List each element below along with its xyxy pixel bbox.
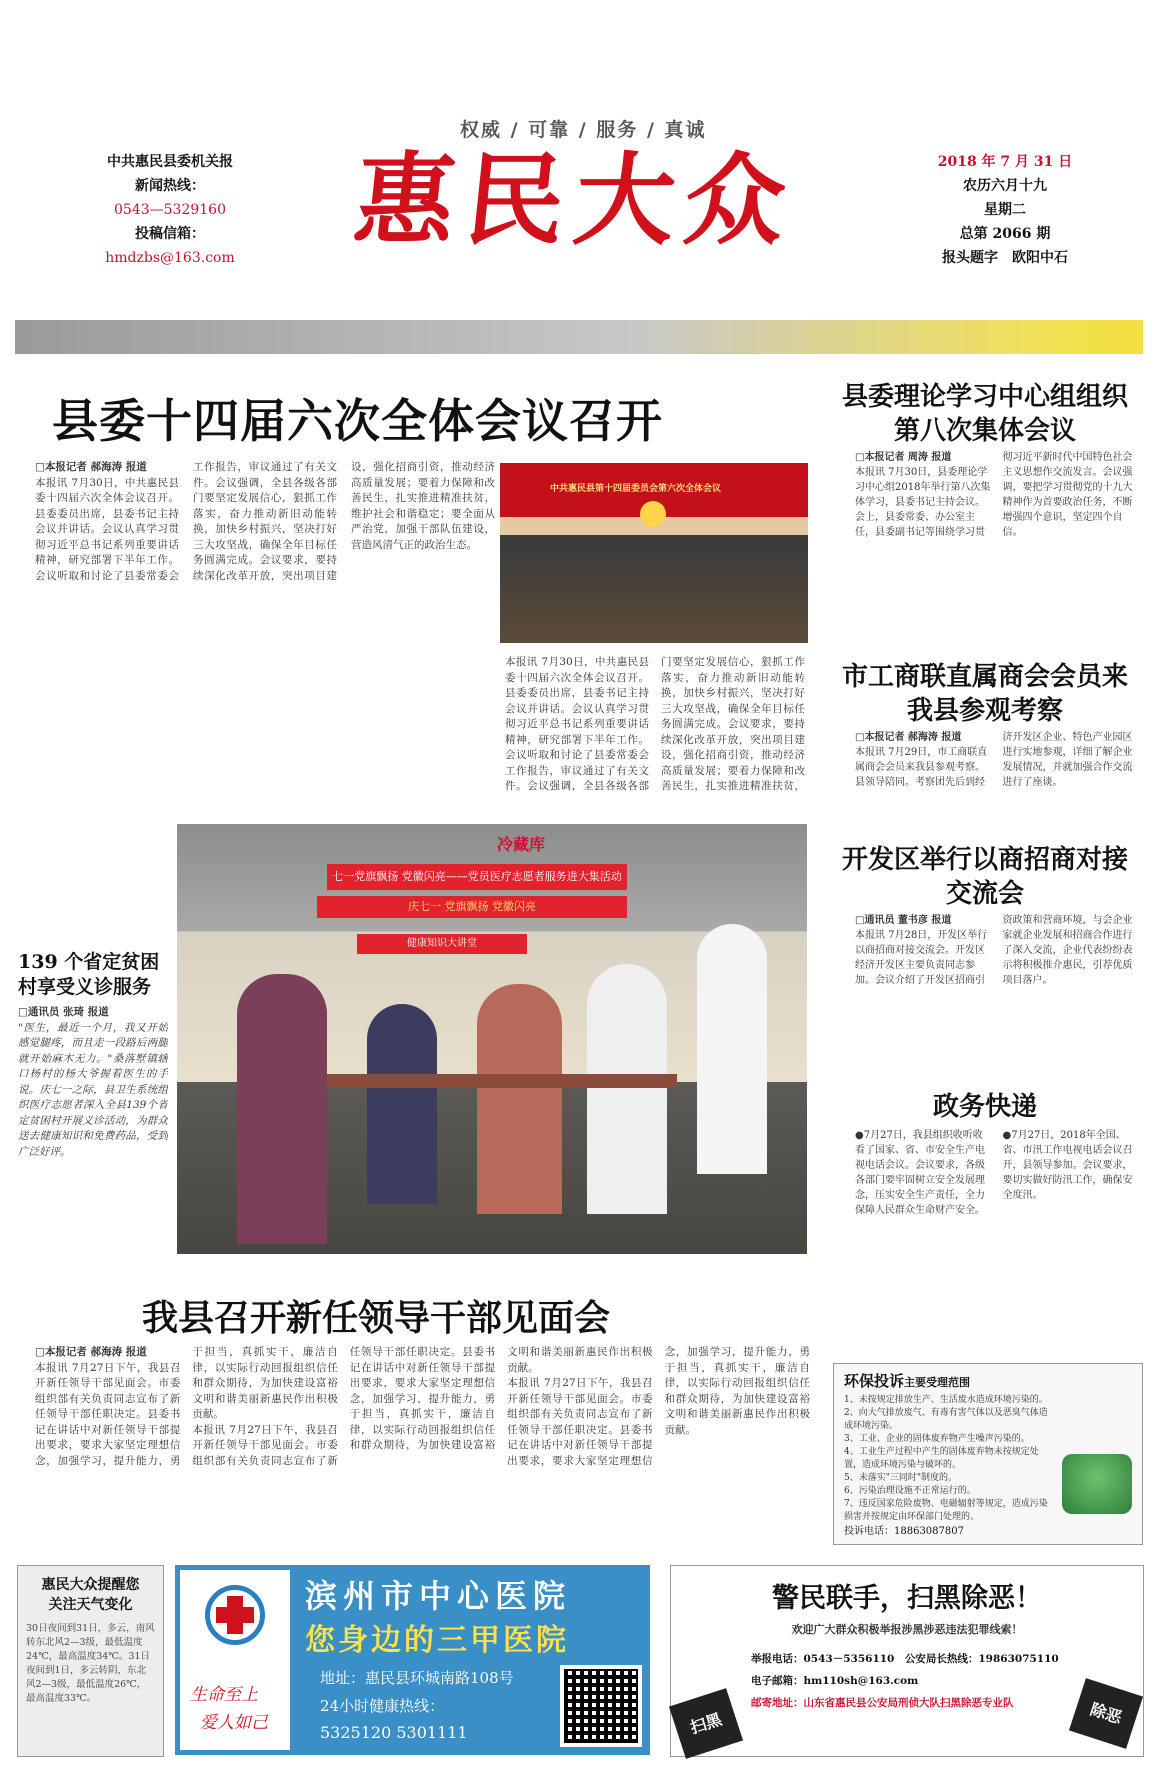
right-story-1-text: 本报讯 7月30日，县委理论学习中心组2018年举行第八次集体学习，县委书记主持会议。会上，县委常委、办公室主任，县委副书记等围绕学习贯彻习近平新时代中国特色社会主义思想作交流发言。会议强调，要把学习贯彻党的十九大精神作为首要政治任务，不断增强四个意识，坚定四个自信。 [855,452,1133,538]
right-story-2-byline: □本报记者 郝海涛 报道 [855,732,962,743]
lead-body [35,460,495,795]
hotline-label: 新闻热线： [135,178,205,194]
police-right-tag: 除恶 [1069,1678,1143,1749]
lead-body-continued [505,655,805,795]
qr-code-icon [560,1665,642,1747]
right-story-4-headline[interactable]: 政务快递 [932,1092,1037,1122]
right-story-3-body [855,913,1140,1073]
police-phone[interactable]: 举报电话：0543－5356110 公安局长热线：19863075110 [751,1653,1059,1665]
email-address[interactable]: hmdzbs@163.com [105,250,235,266]
party-emblem-icon [640,501,666,527]
hospital-hotline[interactable]: 5325120 5301111 [320,1723,468,1742]
left-story-headline[interactable]: 139 个省定贫困村享受义诊服务 [18,951,160,998]
bottom-text: 本报讯 7月27日下午，我县召开新任领导干部见面会。市委组织部有关负责同志宣布了新任领导干部任职决定。县委书记在讲话中对新任领导干部提出要求，要求大家坚定理想信念，加强学习，提升能力，勇于担当，真抓实干，廉洁自律，以实际行动回报组织信任和群众期待，为加快建设富裕文明和谐美丽新惠民作出积极贡献。 [35,1346,338,1467]
lunar-date: 农历六月十九 [963,178,1047,194]
weather-box [17,1565,164,1757]
right-story-2-headline[interactable]: 市工商联直属商会会员来我县参观考察 [841,662,1128,726]
env-complaint-box [833,1363,1143,1545]
right-story-4-body [855,1128,1140,1358]
hospital-motto-1: 生命至上 [190,1685,258,1705]
env-item: 1、未按规定排放生产、生活废水造成环境污染的。 [844,1395,1048,1405]
lead-text: 本报讯 7月30日，中共惠民县委十四届六次全体会议召开。县委委员出席，县委书记主持会议并讲话。会议认真学习贯彻习近平总书记系列重要讲话精神，研究部署下半年工作。会议听取和讨论了县委常委会工作报告，审议通过了有关文件。会议强调，全县各级各部门要坚定发展信心，狠抓工作落实，奋力推动新旧动能转换，加快乡村振兴，坚决打好三大攻坚战，确保全年目标任务圆满完成。会议要求，要持续深化改革开放，突出项目建设，强化招商引资，推动经济高质量发展；要着力保障和改善民生，扎实推进精准扶贫，维护社会和谐稳定；要全面从严治党，加强干部队伍建设，营造风清气正的政治生态。 [35,461,495,582]
bottom-body [35,1345,810,1535]
photo-banner-3: 健康知识大讲堂 [357,934,527,954]
hospital-slogan: 您身边的三甲医院 [305,1623,569,1658]
police-subtitle: 欢迎广大群众积极举报涉黑涉恶违法犯罪线索！ [791,1623,1023,1636]
right-story-1-byline: □本报记者 周涛 报道 [855,452,952,463]
hospital-logo-icon [205,1585,265,1645]
masthead-title: 惠民大众 [348,141,802,259]
env-title-wrap [844,1370,970,1391]
right-story-3-byline: □通讯员 董书彦 报道 [855,915,952,926]
right-story-2-text: 本报讯 7月29日，市工商联直属商会会员来我县参观考察。县领导陪同。考察团先后到经济开发区企业、特色产业园区进行实地参观，详细了解企业发展情况，并就加强合作交流进行了座谈。 [855,732,1133,788]
right-story-1-body [855,450,1140,650]
person-figure [587,964,667,1214]
env-item: 7、违反国家危险废物、电磁辐射等规定，造成污染损害并按规定由环保部门处理的。 [844,1499,1048,1522]
right-story-2-body [855,730,1140,830]
meeting-banner: 中共惠民县第十四届委员会第六次全体会议 [550,484,722,494]
env-phone[interactable]: 投诉电话：18863087807 [844,1526,964,1537]
hospital-motto-2: 爱人如己 [200,1713,268,1733]
env-item: 6、污染治理设施不正常运行的。 [844,1486,976,1496]
env-item: 5、未落实"三同时"制度的。 [844,1473,958,1483]
weather-title-2: 关注天气变化 [48,1597,133,1613]
email-label: 投稿信箱： [135,226,205,242]
hotline-number: 0543—5329160 [114,202,226,218]
meeting-photo [500,463,808,643]
photo-banner-1: 七一党旗飘扬 党徽闪亮——党员医疗志愿者服务进大集活动 [327,864,627,890]
bottom-byline: □本报记者 郝海涛 报道 [35,1346,147,1358]
hospital-ad-left [180,1570,290,1750]
weather-title-1: 惠民大众提醒您 [41,1577,140,1593]
police-email[interactable]: 电子邮箱：hm110sh@163.com [751,1675,919,1687]
lead-headline[interactable]: 县委十四届六次全体会议召开 [52,394,663,448]
globe-plant-icon [1062,1454,1132,1514]
bottom-text-cont: 本报讯 7月27日下午，我县召开新任领导干部见面会。市委组织部有关负责同志宣布了新任领导干部任职决定。县委书记在讲话中对新任领导干部提出要求，要求大家坚定理想信念，加强学习，提升能力，勇于担当，真抓实干，廉洁自律，以实际行动回报组织信任和群众期待，为加快建设富裕文明和谐美丽新惠民作出积极贡献。 [192,1346,653,1467]
masthead-right [925,150,1085,270]
weekday: 星期二 [984,202,1026,218]
police-ad[interactable] [670,1565,1144,1757]
masthead-bar [15,320,1143,354]
masthead-left [80,150,260,270]
hospital-name: 滨州市中心医院 [305,1577,572,1615]
env-item: 4、工业生产过程中产生的固体废弃物未按规定处置，造成环境污染与破坏的。 [844,1447,1039,1470]
hospital-address: 地址：惠民县环城南路108号 [320,1669,514,1687]
bottom-text-cont2: 本报讯 7月27日下午，我县召开新任领导干部见面会。市委组织部有关负责同志宣布了新任领导干部任职决定。县委书记在讲话中对新任领导干部提出要求，要求大家坚定理想信念，加强学习，提升能力，勇于担当，真抓实干，廉洁自律，以实际行动回报组织信任和群众期待，为加快建设富裕文明和谐美丽新惠民作出积极贡献。 [507,1346,810,1467]
hospital-ad[interactable] [175,1565,650,1755]
table [327,1074,677,1088]
police-contacts [751,1648,1131,1714]
issue-date: 2018 年 7 月 31 日 [937,154,1073,170]
hospital-hotline-label: 24小时健康热线： [320,1697,445,1715]
env-item: 2、向大气排放废气、有毒有害气体以及恶臭气体造成环境污染。 [844,1408,1048,1431]
env-subtitle: 主要受理范围 [904,1376,971,1389]
issue-number: 总第 2066 期 [959,226,1051,242]
left-story-byline: □通讯员 张琦 报道 [18,1006,109,1018]
police-left-tag: 扫黑 [669,1688,743,1759]
masthead-slogan: 权威 / 可靠 / 服务 / 真诚 [460,119,707,141]
bottom-headline[interactable]: 我县召开新任领导干部见面会 [142,1297,611,1339]
left-story-text: "医生，最近一个月，我又开始感觉腿疼，而且走一段路后两腿就开始麻木无力。"桑落墅镇辖口杨村的杨大爷握着医生的手说。庆七一之际，县卫生系统组织医疗志愿者深入全县139个省定贫困村开展义诊活动，为群众送去健康知识和免费药品，受到广泛好评。 [18,1021,168,1158]
photo-sign: 冷藏库 [497,835,546,854]
calligraphy-credit: 报头题字 欧阳中石 [942,250,1068,266]
person-figure [237,974,327,1244]
right-story-1-headline[interactable]: 县委理论学习中心组组织第八次集体会议 [841,382,1128,446]
lead-byline: □本报记者 郝海涛 报道 [35,461,147,473]
person-figure [367,1004,437,1204]
weather-text: 30日夜间到31日，多云，南风转东北风2—3级，最低温度24℃，最高温度34℃。31日夜间到1日，多云转阴，东北风2—3级，最低温度26℃，最高温度33℃。 [26,1623,155,1704]
right-story-3-headline[interactable]: 开发区举行以商招商对接交流会 [841,845,1128,909]
env-list [844,1394,1054,1524]
person-figure [477,984,562,1214]
org-name: 中共惠民县委机关报 [107,154,233,170]
left-story-body [18,1005,168,1255]
env-item: 3、工业、企业的固体废弃物产生噪声污染的。 [844,1434,1030,1444]
person-figure [697,924,767,1174]
env-title: 环保投诉 [844,1372,905,1390]
right-story-4-text: ●7月27日，我县组织收听收看了国家、省、市安全生产电视电话会议。会议要求，各级各部门要牢固树立安全发展理念，压实安全生产责任，全力保障人民群众生命财产安全。●7月27日，2018年全国、省、市汛工作电视电话会议召开，县领导参加。会议要求，要切实做好防汛工作，确保安全度汛。 [855,1130,1133,1216]
police-title: 警民联手，扫黑除恶！ [772,1583,1042,1614]
lead-text-cont: 本报讯 7月30日，中共惠民县委十四届六次全体会议召开。县委委员出席，县委书记主持会议并讲话。会议认真学习贯彻习近平总书记系列重要讲话精神，研究部署下半年工作。会议听取和讨论了县委常委会工作报告，审议通过了有关文件。会议强调，全县各级各部门要坚定发展信心，狠抓工作落实，奋力推动新旧动能转换，加快乡村振兴，坚决打好三大攻坚战，确保全年目标任务圆满完成。会议要求，要持续深化改革开放，突出项目建设，强化招商引资，推动经济高质量发展；要着力保障和改善民生，扎实推进精准扶贫， [505,656,805,792]
photo-banner-2: 庆七一 党旗飘扬 党徽闪亮 [317,896,627,918]
clinic-photo [177,824,807,1254]
police-address: 邮寄地址：山东省惠民县公安局刑侦大队扫黑除恶专业队 [751,1697,1014,1709]
right-story-3-text: 本报讯 7月28日，开发区举行以商招商对接交流会。开发区经济开发区主要负责同志参加。会议介绍了开发区招商引资政策和营商环境，与会企业家就企业发展和招商合作进行了深入交流，企业代表纷纷表示将积极推介惠民，引荐优质项目落户。 [855,915,1133,986]
